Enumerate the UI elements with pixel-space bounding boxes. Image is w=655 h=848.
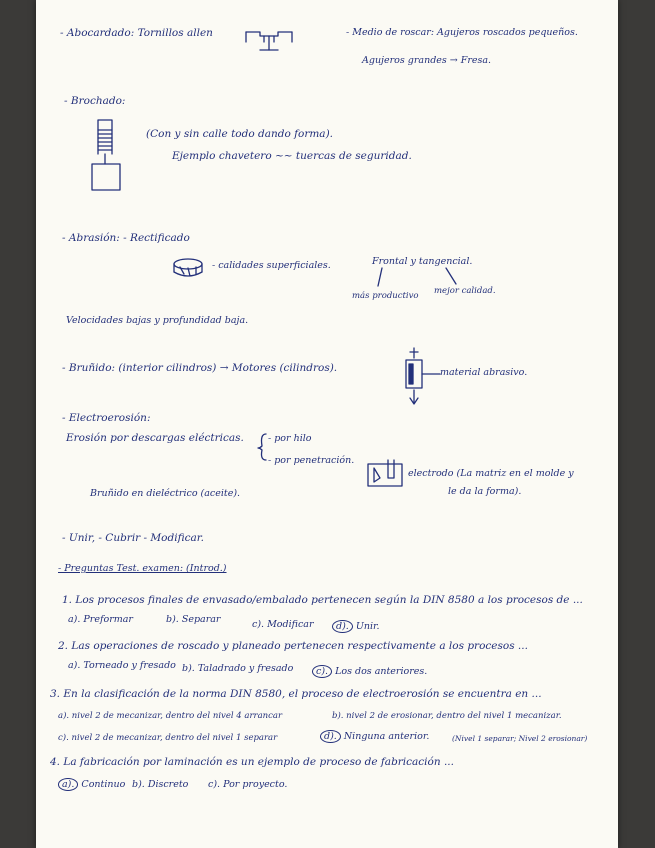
- q1-option-a: a). Preformar: [68, 614, 133, 625]
- q1-option-b: b). Separar: [166, 614, 221, 625]
- q4-option-a-text: Continuo: [81, 779, 126, 790]
- note-por-hilo: - por hilo: [268, 433, 312, 444]
- edm-sketch: [366, 458, 406, 488]
- note-unir-cubrir: - Unir, - Cubrir - Modificar.: [62, 532, 204, 544]
- note-calidades: - calidades superficiales.: [212, 260, 331, 271]
- note-material-abrasivo: material abrasivo.: [440, 367, 528, 378]
- q1-option-c: c). Modificar: [252, 619, 314, 630]
- q3-option-d: [320, 730, 429, 743]
- q2-option-a: a). Torneado y fresado: [68, 660, 176, 671]
- note-velocidades: Velocidades bajas y profundidad baja.: [66, 315, 249, 326]
- note-brochado-ejemplo: Ejemplo chavetero ~~ tuercas de seguridad.: [172, 150, 412, 162]
- q2-option-c-text: Los dos anteriores.: [335, 666, 428, 677]
- q2-answer-circle: c).: [312, 665, 332, 678]
- note-mas-productivo: más productivo: [352, 291, 419, 301]
- note-dielectrico: Bruñido en dieléctrico (aceite).: [90, 488, 241, 499]
- q3-option-b: b). nivel 2 de erosionar, dentro del nivel 1 mecanizar.: [332, 711, 562, 721]
- q4-option-b: b). Discreto: [132, 779, 189, 790]
- q1-option-d: [332, 620, 380, 633]
- note-brochado: - Brochado:: [64, 95, 126, 107]
- note-mejor-calidad: mejor calidad.: [434, 286, 496, 296]
- note-por-penetracion: - por penetración.: [268, 455, 355, 466]
- q3-option-d-text: Ninguna anterior.: [343, 731, 430, 742]
- question-3: 3. En la clasificación de la norma DIN 8580, el proceso de electroerosión se encuentra en ...: [50, 688, 542, 700]
- note-brochado-forma: (Con y sin calle todo dando forma).: [146, 128, 334, 140]
- q3-answer-circle: d).: [320, 730, 341, 743]
- q1-answer-circle: d).: [332, 620, 353, 633]
- honing-sketch: [398, 346, 430, 410]
- brace-sketch: [258, 432, 268, 462]
- note-erosion-descargas: Erosión por descargas eléctricas.: [66, 432, 244, 444]
- q4-answer-circle: a).: [58, 778, 78, 791]
- note-forma: le da la forma).: [448, 486, 522, 497]
- note-abrasion: - Abrasión: - Rectificado: [62, 232, 190, 244]
- grinding-wheel-sketch: [168, 256, 208, 282]
- q4-option-c: c). Por proyecto.: [208, 779, 288, 790]
- q3-note: (Nivel 1 separar; Nivel 2 erosionar): [452, 734, 588, 743]
- note-electrodo: electrodo (La matriz en el molde y: [408, 468, 574, 479]
- handwritten-notes-page: [36, 0, 618, 848]
- abrasivo-arrow: [420, 370, 442, 378]
- abrasion-arrows: [376, 266, 466, 290]
- question-4: 4. La fabricación por laminación es un ejemplo de proceso de fabricación ...: [50, 756, 454, 768]
- question-2: 2. Las operaciones de roscado y planeado pertenecen respectivamente a los procesos ...: [58, 640, 528, 652]
- note-electroerosion: - Electroerosión:: [62, 412, 151, 424]
- note-frontal-tangencial: Frontal y tangencial.: [372, 256, 473, 267]
- q1-option-d-text: Unir.: [355, 621, 380, 632]
- note-preguntas-test: - Preguntas Test. examen: (Introd.): [58, 563, 227, 574]
- q2-option-c: [312, 665, 427, 678]
- note-abocardado: - Abocardado: Tornillos allen: [60, 27, 213, 39]
- q3-option-c: c). nivel 2 de mecanizar, dentro del nivel 1 separar: [58, 733, 278, 743]
- note-brunido: - Bruñido: (interior cilindros) → Motores (cilindros).: [62, 362, 338, 374]
- broaching-sketch: [88, 116, 128, 196]
- q3-option-a: a). nivel 2 de mecanizar, dentro del nivel 4 arrancar: [58, 711, 283, 721]
- q2-option-b: b). Taladrado y fresado: [182, 663, 294, 674]
- note-medio-roscar: - Medio de roscar: Agujeros roscados pequeños.: [346, 27, 578, 38]
- question-1: 1. Los procesos finales de envasado/embalado pertenecen según la DIN 8580 a los procesos de ...: [62, 594, 583, 606]
- q4-option-a: [58, 778, 125, 791]
- allen-screw-sketch: [244, 26, 294, 52]
- note-agujeros-grandes: Agujeros grandes → Fresa.: [362, 55, 492, 66]
